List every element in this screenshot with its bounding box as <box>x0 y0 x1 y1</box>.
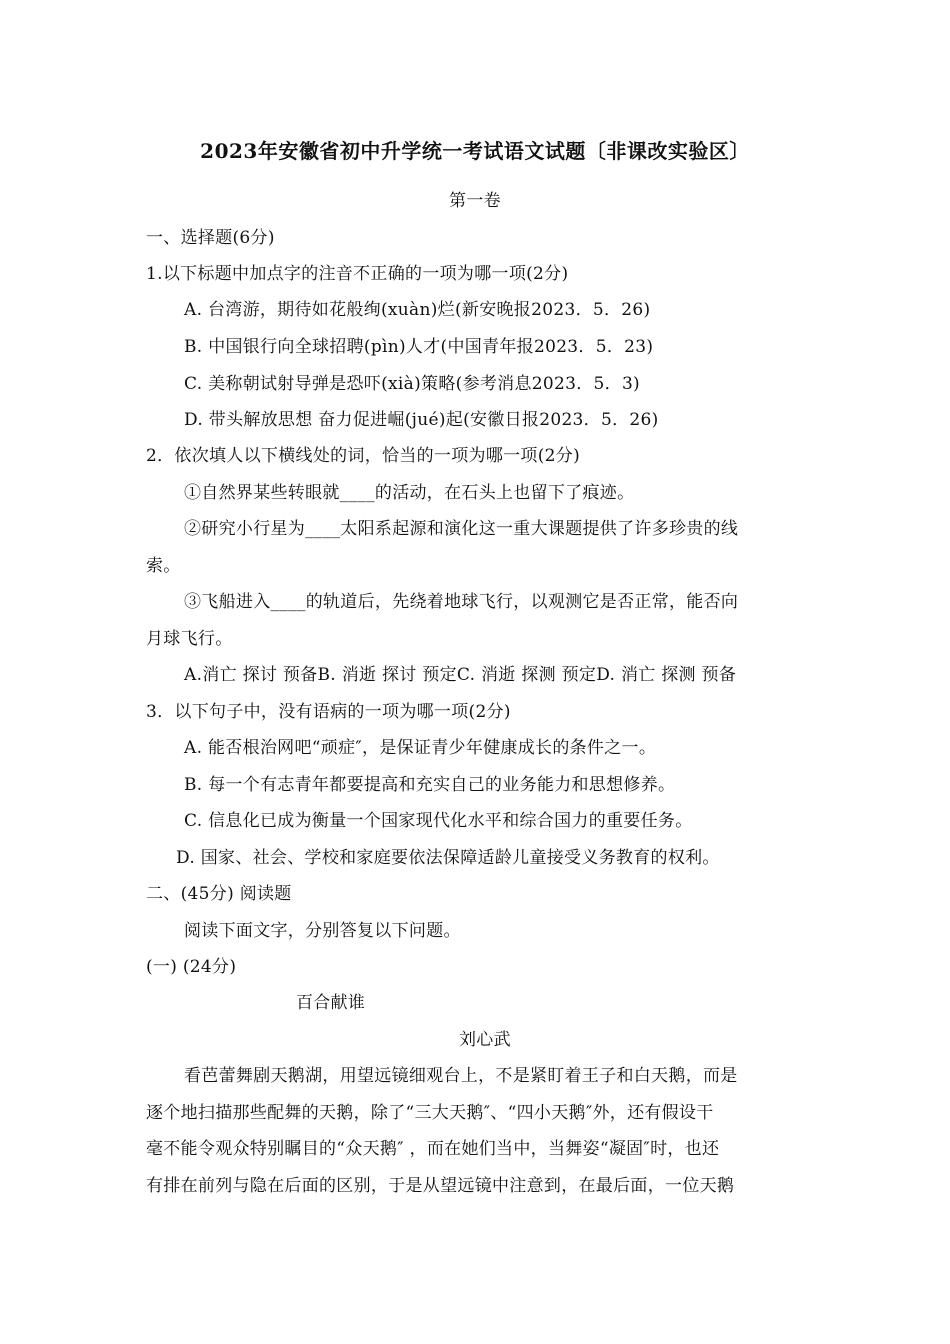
exam-title: 2023年安徽省初中升学统一考试语文试题〔非课改实验区〕 <box>200 139 750 163</box>
article-paragraph-line: 有排在前列与隐在后面的区别，于是从望远镜中注意到，在最后面，一位天鹅 <box>146 1176 735 1196</box>
question1-option-d: D. 带头解放思想 奋力促进崛(jué)起(安徽日报2023．5．26) <box>184 410 659 430</box>
question2-stem: 2．依次填人以下横线处的词，恰当的一项为哪一项(2分) <box>146 446 580 466</box>
question2-sentence-2: ②研究小行星为____太阳系起源和演化这一重大课题提供了许多珍贵的线 <box>184 519 739 539</box>
volume-label: 第一卷 <box>449 191 501 211</box>
question2-options: A.消亡 探讨 预备B. 消逝 探讨 预定C. 消逝 探测 预定D. 消亡 探测 预备 <box>184 665 737 685</box>
article-title: 百合献谁 <box>296 993 366 1013</box>
question2-sentence-1: ①自然界某些转眼就____的活动，在石头上也留下了痕迹。 <box>184 483 635 503</box>
reading-instruction: 阅读下面文字，分别答复以下问题。 <box>184 921 461 941</box>
question2-sentence-3-cont: 月球飞行。 <box>146 629 233 649</box>
article-paragraph-line: 看芭蕾舞剧天鹅湖，用望远镜细观台上，不是紧盯着王子和白天鹅，而是 <box>184 1066 738 1086</box>
question1-stem: 1.以下标题中加点字的注音不正确的一项为哪一项(2分) <box>146 264 569 284</box>
article-paragraph-line: 毫不能令观众特别瞩目的“众天鹅″ ，而在她们当中，当舞姿“凝固″时，也还 <box>146 1139 720 1159</box>
question3-option-a: A. 能否根治网吧“顽症″，是保证青少年健康成长的条件之一。 <box>184 738 657 758</box>
question3-option-d: D. 国家、社会、学校和家庭要依法保障适龄儿童接受义务教育的权利。 <box>176 848 720 868</box>
question1-option-c: C. 美称朝试射导弹是恐吓(xià)策略(参考消息2023．5．3) <box>184 374 640 394</box>
question2-sentence-2-cont: 索。 <box>146 556 181 576</box>
section1-heading: 一、选择题(6分) <box>146 228 275 248</box>
section2-heading: 二、(45分) 阅读题 <box>146 884 292 904</box>
part1-heading: (一) (24分) <box>146 957 237 977</box>
article-author: 刘心武 <box>459 1030 511 1050</box>
question1-option-a: A. 台湾游，期待如花般绚(xuàn)烂(新安晚报2023．5．26) <box>184 300 651 320</box>
question3-stem: 3．以下句子中，没有语病的一项为哪一项(2分) <box>146 702 511 722</box>
question1-option-b: B. 中国银行向全球招聘(pìn)人才(中国青年报2023．5．23) <box>184 337 654 357</box>
article-paragraph-line: 逐个地扫描那些配舞的天鹅，除了“三大天鹅″、“四小天鹅″外，还有假设干 <box>146 1103 714 1123</box>
question2-sentence-3: ③飞船进入____的轨道后，先绕着地球飞行，以观测它是否正常，能否向 <box>184 592 739 612</box>
question3-option-b: B. 每一个有志青年都要提高和充实自己的业务能力和思想修养。 <box>184 775 676 795</box>
question3-option-c: C. 信息化已成为衡量一个国家现代化水平和综合国力的重要任务。 <box>184 811 693 831</box>
